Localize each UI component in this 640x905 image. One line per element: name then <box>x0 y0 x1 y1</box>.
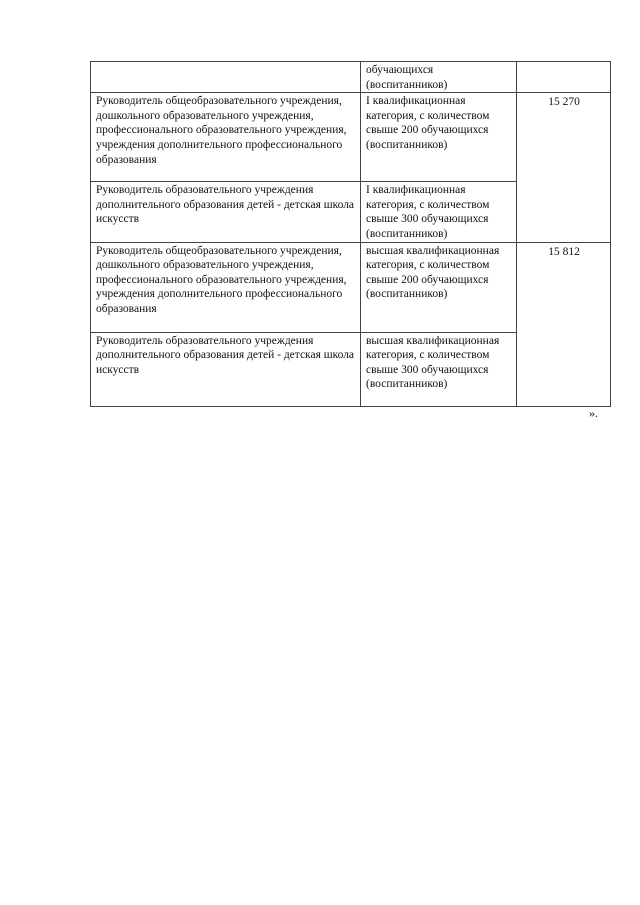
category-cell: I квалификационная категория, с количеством свыше 300 обучающихся (воспитанников) <box>361 182 517 242</box>
category-cell: высшая квалификационная категория, с количеством свыше 200 обучающихся (воспитанников) <box>361 242 517 332</box>
position-cell <box>91 62 361 93</box>
category-cell: высшая квалификационная категория, с количеством свыше 300 обучающихся (воспитанников) <box>361 332 517 406</box>
salary-table <box>90 61 611 407</box>
category-cell: обучающихся (воспитанников) <box>361 62 517 93</box>
position-cell: Руководитель образовательного учреждения дополнительного образования детей - детская школа искусств <box>91 332 361 406</box>
table-row <box>91 93 611 182</box>
salary-cell <box>517 62 611 93</box>
table-row <box>91 242 611 332</box>
position-cell: Руководитель образовательного учреждения дополнительного образования детей - детская школа искусств <box>91 182 361 242</box>
closing-quote-mark: ». <box>589 406 598 420</box>
category-cell: I квалификационная категория, с количеством свыше 200 обучающихся (воспитанников) <box>361 93 517 182</box>
salary-cell: 15 812 <box>517 242 611 406</box>
salary-cell: 15 270 <box>517 93 611 242</box>
table-row <box>91 62 611 93</box>
position-cell: Руководитель общеобразовательного учреждения, дошкольного образовательного учреждения, профессионального образовательного учреждения, учреждения дополнительного профессионального образования <box>91 242 361 332</box>
position-cell: Руководитель общеобразовательного учреждения, дошкольного образовательного учреждения, профессионального образовательного учреждения, учреждения дополнительного профессионального образования <box>91 93 361 182</box>
